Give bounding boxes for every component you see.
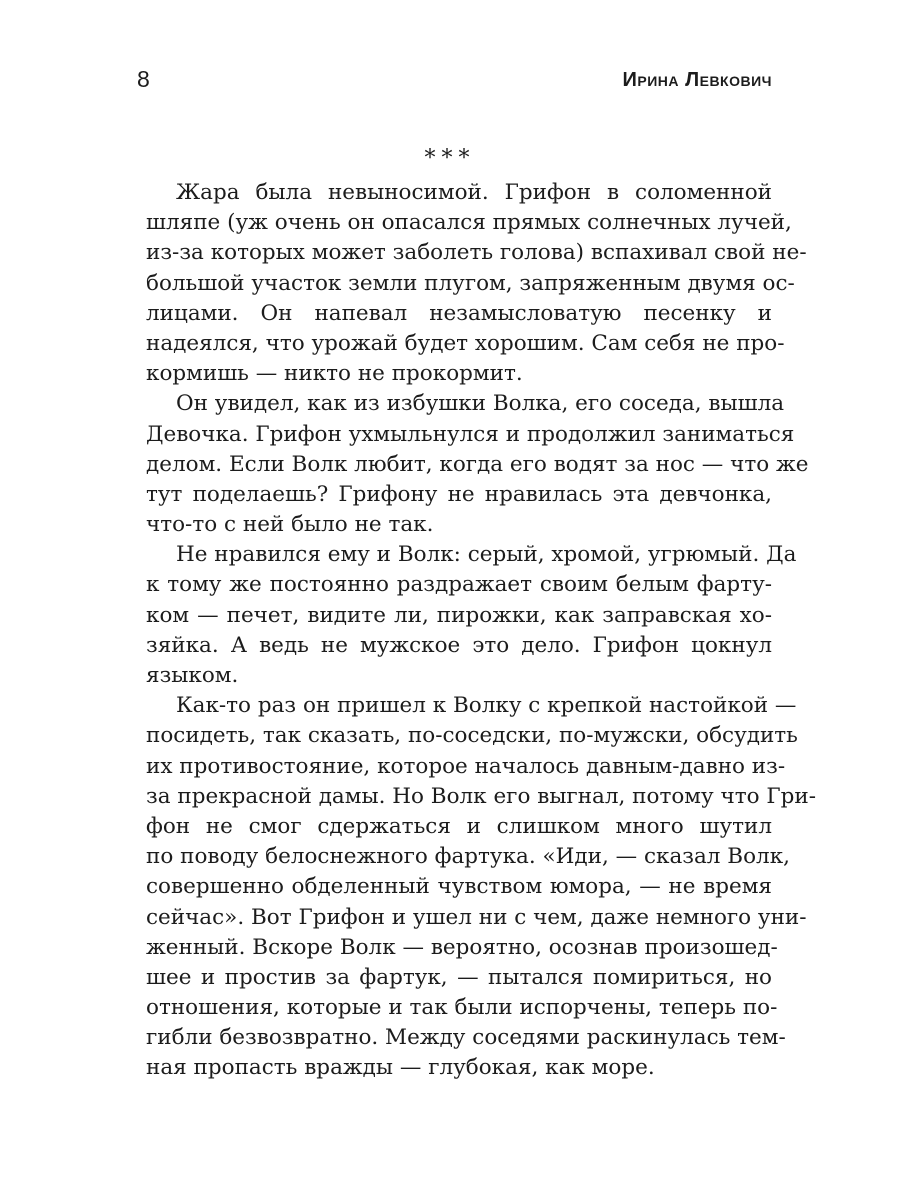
text-line: гибли безвозвратно. Между соседями раскинулась тем- [146,1025,786,1051]
text-line: ком — печет, видите ли, пирожки, как заправская хо- [146,602,772,628]
text-line: Он увидел, как из избушки Волка, его соседа, вышла [176,391,785,417]
text-line: сейчас». Вот Грифон и ушел ни с чем, даже немного уни- [146,904,807,930]
text-line: ная пропасть вражды — глубокая, как море. [146,1055,655,1081]
text-line: фон не смог сдержаться и слишком много шутил [146,813,772,839]
text-line: Жара была невыносимой. Грифон в соломенной [176,180,772,205]
text-line: из-за которых может заболеть голова) вспахивал свой не- [146,240,807,266]
text-line: зяйка. А ведь не мужское это дело. Грифон цокнул [146,632,772,658]
text-line: их противостояние, которое началось давным-давно из- [146,753,786,779]
text-line: языком. [146,663,239,688]
body-text [146,178,816,1084]
text-line: к тому же постоянно раздражает своим белым фарту- [146,572,772,598]
text-line: шляпе (уж очень он опасался прямых солнечных лучей, [146,210,792,236]
text-line: делом. Если Волк любит, когда его водят за нос — что же [146,451,809,477]
text-line: Как-то раз он пришел к Волку с крепкой настойкой — [176,693,797,719]
text-line: за прекрасной дамы. Но Волк его выгнал, потому что Гри- [146,783,816,809]
paragraph [146,540,797,691]
running-header-author: Ирина Левкович [622,69,772,91]
text-line: кормишь — никто не прокормит. [146,361,523,387]
page-number: 8 [137,66,150,92]
text-line: совершенно обделенный чувством юмора, — не время [146,874,772,900]
text-line: тут поделаешь? Грифону не нравилась эта девчонка, [146,481,772,507]
text-line: что-то с ней было не так. [146,512,434,538]
text-line: отношения, которые и так были испорчены, теперь по- [146,995,778,1021]
text-line: Не нравился ему и Волк: серый, хромой, угрюмый. Да [176,542,797,568]
section-divider: *** [424,146,476,171]
paragraph [146,178,807,389]
text-line: надеялся, что урожай будет хорошим. Сам себя не про- [146,330,785,356]
text-line: Девочка. Грифон ухмыльнулся и продолжил заниматься [146,421,795,447]
text-line: посидеть, так сказать, по-соседски, по-мужски, обсудить [146,723,798,749]
text-line: большой участок земли плугом, запряженным двумя ос- [146,270,795,296]
text-line: шее и простив за фартук, — пытался помириться, но [146,964,772,990]
paragraph [146,691,816,1083]
text-line: женный. Вскоре Волк — вероятно, осознав произошед- [146,934,778,960]
text-line: лицами. Он напевал незамысловатую песенку и [146,300,772,326]
paragraph [146,389,809,540]
text-line: по поводу белоснежного фартука. «Иди, — сказал Волк, [146,844,790,870]
